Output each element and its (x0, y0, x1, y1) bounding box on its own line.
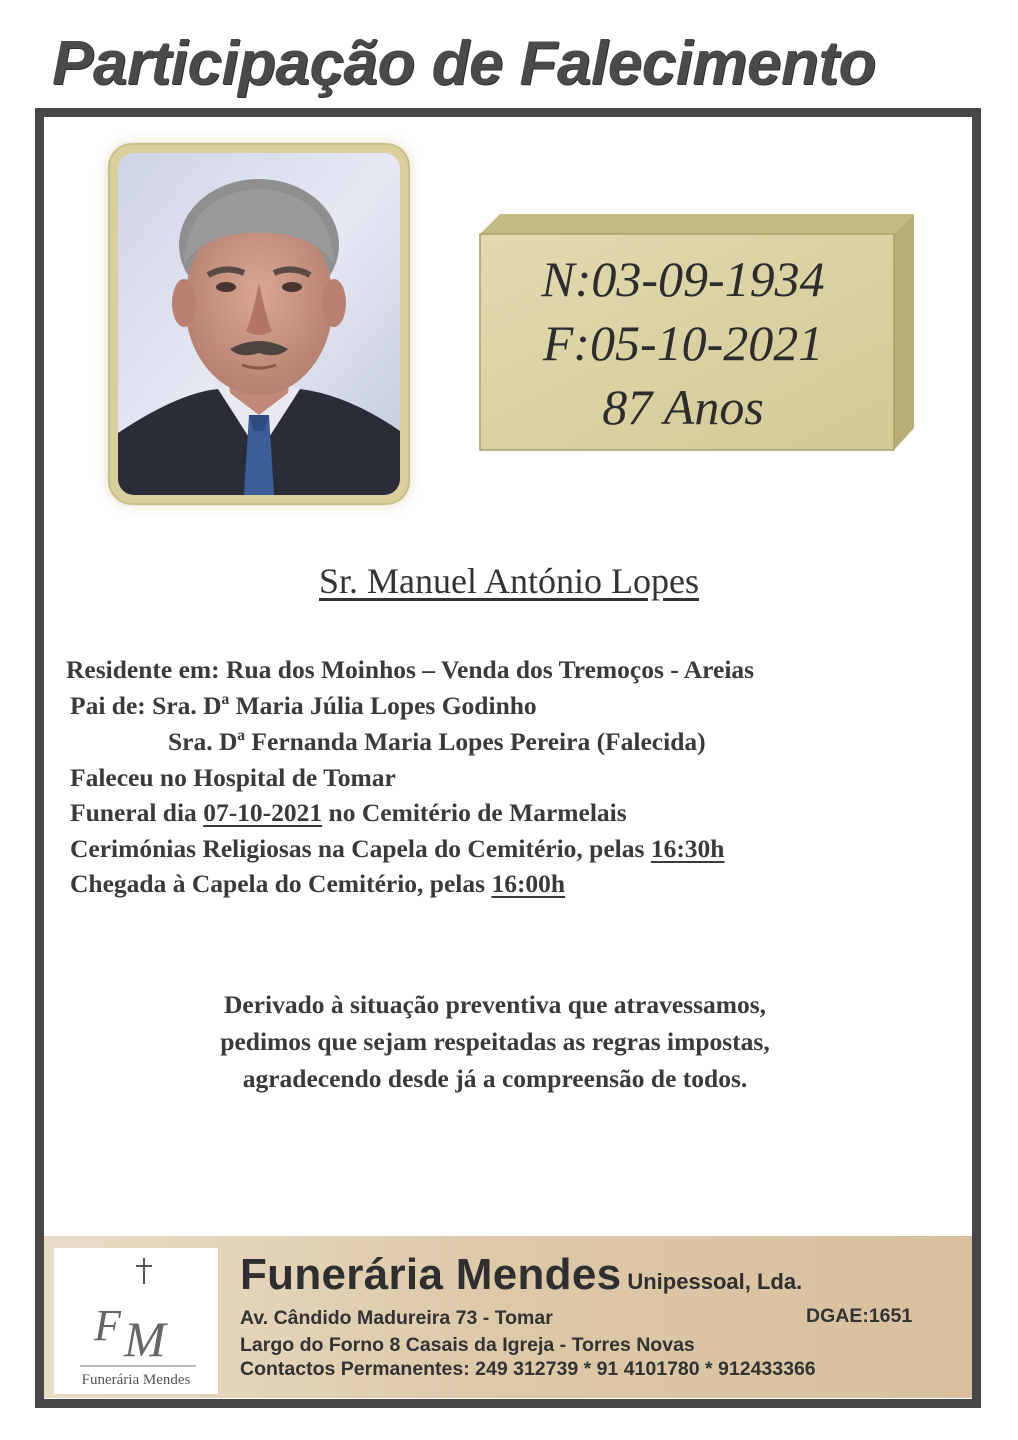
svg-text:F: F (94, 1301, 121, 1350)
birth-date: N:03-09-1934 (541, 251, 825, 307)
portrait-image (118, 153, 400, 495)
address-line-2: Largo do Forno 8 Casais da Igreja - Torres Novas (240, 1334, 695, 1356)
company-suffix: Unipessoal, Lda. (627, 1269, 803, 1294)
deceased-name: Sr. Manuel António Lopes (319, 561, 699, 601)
child-1: Sra. Dª Maria Júlia Lopes Godinho (152, 691, 537, 720)
arrival-prefix: Chegada à Capela do Cemitério, pelas (70, 869, 492, 898)
logo-caption: Funerária Mendes (81, 1372, 191, 1388)
father-of-label: Pai de: (70, 691, 153, 720)
notice-line-1: Derivado à situação preventiva que atravessamos, (223, 990, 767, 1019)
company-heading (240, 1250, 802, 1300)
residence-line: Residente em: Rua dos Moinhos – Venda dos Tremoços - Areias (66, 655, 755, 684)
funeral-line (70, 798, 627, 828)
arrival-time: 16:00h (491, 869, 566, 898)
funeral-suffix: no Cemitério de Marmelais (322, 798, 627, 827)
portrait-photo (110, 145, 408, 503)
age-text: 87 Anos (602, 379, 764, 435)
address-line-1: Av. Cândido Madureira 73 - Tomar (240, 1307, 553, 1329)
ceremony-prefix: Cerimónias Religiosas na Capela do Cemitério, pelas (70, 834, 651, 863)
died-at-line: Faleceu no Hospital de Tomar (70, 763, 396, 792)
notice-line-2: pedimos que sejam respeitadas as regras impostas, (220, 1027, 770, 1056)
arrival-line (70, 869, 565, 899)
funeral-prefix: Funeral dia (70, 798, 204, 827)
ceremony-line (70, 834, 725, 864)
funeral-date: 07-10-2021 (203, 798, 323, 827)
notice-line-3: agradecendo desde já a compreensão de todos. (242, 1064, 748, 1093)
company-name: Funerária Mendes (240, 1250, 622, 1299)
page-title: Participação de Falecimento (52, 29, 876, 98)
ceremony-time: 16:30h (650, 834, 725, 863)
death-date: F:05-10-2021 (542, 315, 824, 371)
svg-text:M: M (124, 1311, 166, 1367)
dgae-number: DGAE:1651 (806, 1305, 913, 1327)
child-2: Sra. Dª Fernanda Maria Lopes Pereira (Falecida) (168, 727, 706, 756)
contacts-line: Contactos Permanentes: 249 312739 * 91 4101780 * 912433366 (240, 1358, 816, 1380)
cross-icon (136, 1258, 152, 1284)
children-line-1 (70, 691, 537, 721)
